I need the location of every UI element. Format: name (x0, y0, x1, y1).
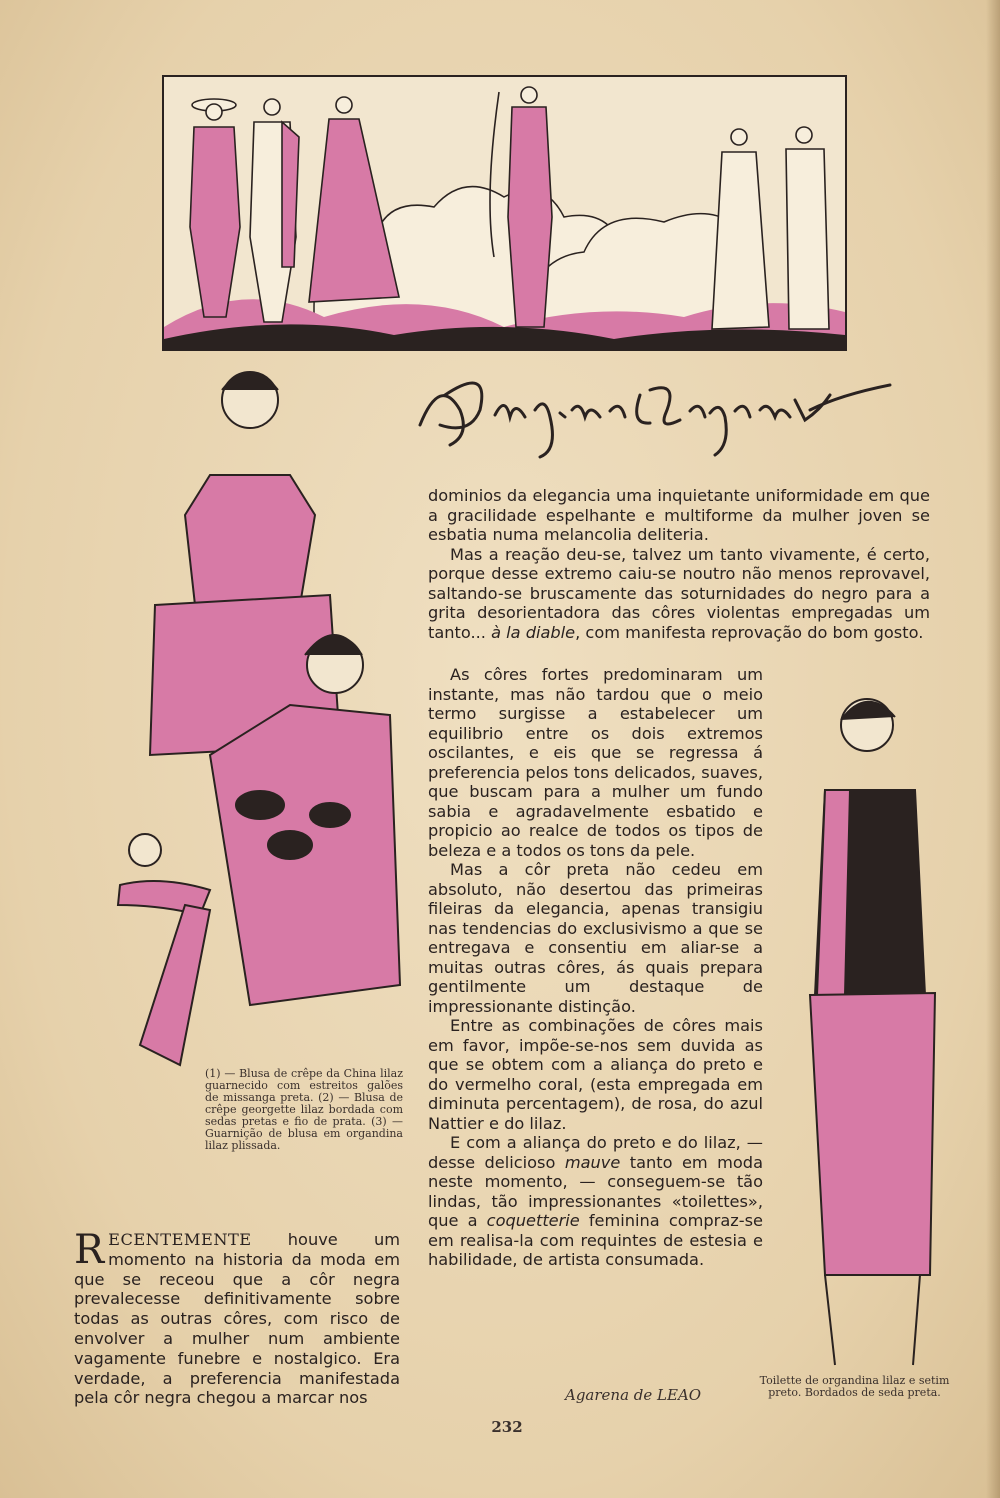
toilette-figure-illustration (755, 675, 955, 1375)
paragraph-4: Mas a côr preta não cedeu em absoluto, não desertou das primeiras fileiras da elegancia, apenas transigiu nas tendencias do exclusivismo a que se entregava e consentiu em aliar-se a muitas outras côres, ás quais prepara gentilmente um destaque de impressionante distinção. (428, 860, 763, 1016)
script-title-lettering (400, 355, 900, 465)
fashion-banner-illustration (162, 75, 847, 351)
paragraph-6-italic-1: mauve (564, 1152, 621, 1172)
page-title (400, 355, 900, 465)
paragraph-6-c: feminina compraz-se em realisa-la com requintes de estesia e habilidade, de artista consumada. (428, 1211, 763, 1269)
paragraph-2-a: Mas a reação deu-se, talvez um tanto vivamente, é certo, porque desse extremo caiu-se noutro não menos reprovavel, saltando-se bruscamente das soturnidades do negro para a grita desorientadora das côres violentas empregadas um tanto... (428, 544, 930, 642)
paragraph-3: As côres fortes predominaram um instante, mas não tardou que o meio termo surgisse a estabelecer um equilibrio entre os dois extremos oscilantes, e eis que se regressa á preferencia pelos tons delicados, suaves, que buscam para a mulher um fundo sabia e agradavelmente esbatido e propicio ao realce de todos os tipos de beleza e a todos os tons da pele. (428, 665, 763, 860)
article-column-top (428, 486, 930, 642)
paragraph-2-b: , com manifesta reprovação do bom gosto. (575, 622, 924, 642)
paragraph-6-b: tanto em moda neste momento, — conseguem-se tão lindas, tão impressionantes «toilettes», que a (428, 1152, 763, 1230)
paragraph-2 (428, 545, 930, 643)
blouse-figures-illustration (100, 345, 420, 1075)
page-number: 232 (491, 1418, 523, 1436)
drop-cap: R (74, 1227, 105, 1273)
article-column-narrow (428, 665, 763, 1270)
paragraph-6 (428, 1133, 763, 1270)
paragraph-6-italic-2: coquetterie (486, 1211, 580, 1230)
left-figures-caption: (1) — Blusa de crêpe da China lilaz guarnecido com estreitos galões de missanga preta. (2) — Blusa de crêpe georgette lilaz bordada com sedas pretas e fio de prata. (3) — Guarnição de blusa em organdina lilaz plissada. (205, 1067, 403, 1152)
page-edge-shadow (986, 0, 1000, 1498)
right-figure-caption: Toilette de organdina lilaz e setim preto. Bordados de seda preta. (759, 1374, 950, 1399)
intro-paragraph (74, 1227, 400, 1408)
intro-caps: ECENTEMENTE (108, 1230, 252, 1249)
author-signature: Agarena de LEAO (565, 1386, 702, 1404)
paragraph-6-a: E com a aliança do preto e do lilaz, — desse delicioso (428, 1133, 763, 1172)
paragraph-1: dominios da elegancia uma inquietante uniformidade em que a gracilidade espelhante e multiforme da mulher joven se esbatia numa melancolia deliteria. (428, 486, 930, 544)
intro-text: houve um momento na historia da moda em que se receou que a côr negra prevalecesse definitivamente sobre todas as outras côres, com risco de envolver a mulher num ambiente vagamente funebre e nostalgico. Era verdade, a preferencia manifestada pela côr negra chegou a marcar nos (74, 1230, 400, 1408)
paragraph-2-italic: à la diable (491, 622, 576, 642)
paragraph-5: Entre as combinações de côres mais em favor, impõe-se-nos sem duvida as que se obtem com a aliança do preto e do vermelho coral, (esta empregada em diminuta percentagem), de rosa, do azul Nattier e do lilaz. (428, 1016, 763, 1133)
